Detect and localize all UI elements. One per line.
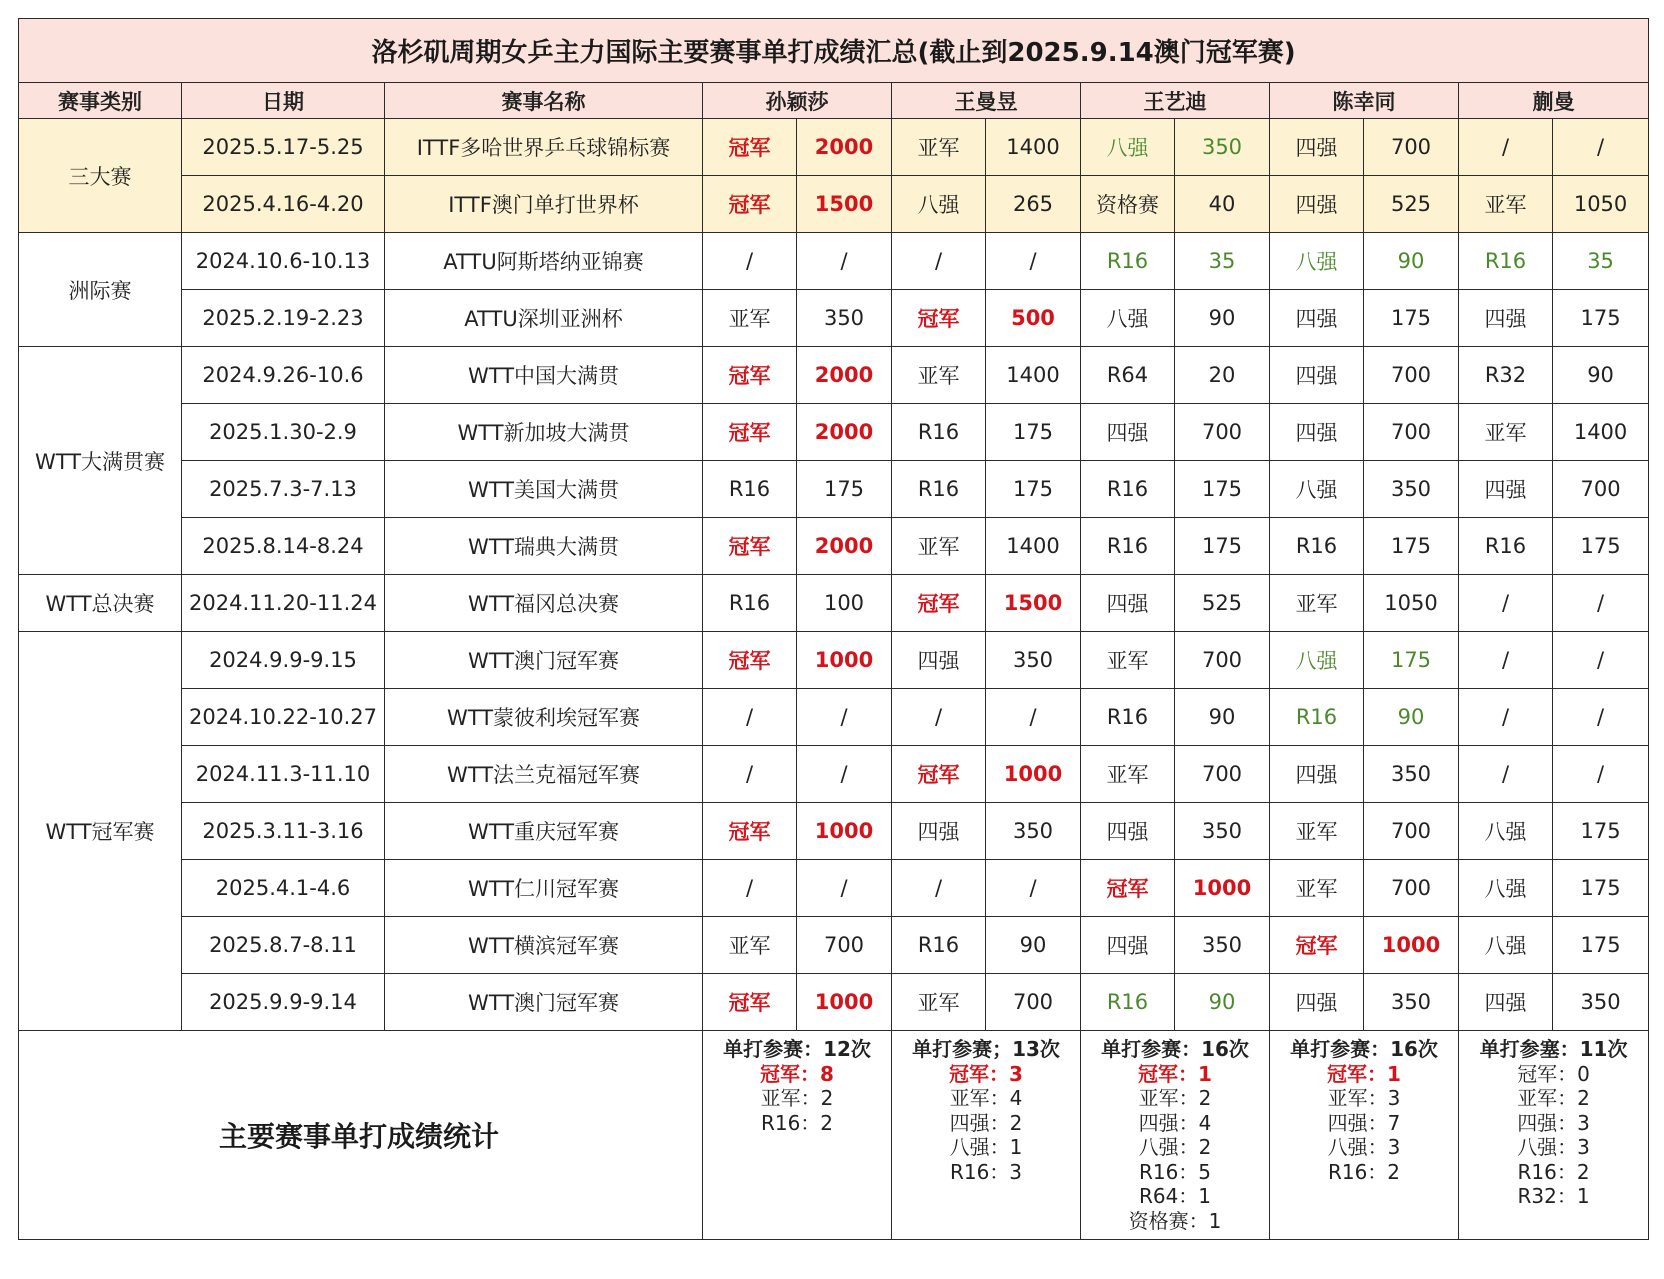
points-cell: 350 [986, 632, 1081, 689]
result-cell: 亚军 [703, 290, 797, 347]
date-cell: 2025.4.16-4.20 [182, 176, 385, 233]
date-cell: 2024.11.3-11.10 [182, 746, 385, 803]
summary-stat-line: 单打参赛：16次 [1101, 1037, 1249, 1061]
date-cell: 2025.1.30-2.9 [182, 404, 385, 461]
date-cell: 2024.10.6-10.13 [182, 233, 385, 290]
points-cell: / [797, 689, 892, 746]
points-cell: 1000 [797, 632, 892, 689]
event-cell: ATTU深圳亚洲杯 [385, 290, 703, 347]
points-cell: 700 [1175, 632, 1270, 689]
result-cell: R16 [1081, 689, 1175, 746]
result-cell: 四强 [892, 803, 986, 860]
summary-stat-line: 冠军：0 [1517, 1061, 1590, 1086]
points-cell: 90 [1175, 290, 1270, 347]
result-cell: R16 [1459, 233, 1553, 290]
summary-stat-line: 四强：7 [1327, 1110, 1401, 1135]
points-cell: 1400 [986, 119, 1081, 176]
summary-stat-line: 冠军：3 [949, 1061, 1023, 1086]
date-cell: 2025.8.7-8.11 [182, 917, 385, 974]
points-cell: 700 [1364, 860, 1459, 917]
result-cell: / [703, 746, 797, 803]
result-cell: 冠军 [1081, 860, 1175, 917]
points-cell: / [986, 233, 1081, 290]
points-cell: 500 [986, 290, 1081, 347]
points-cell: 1400 [1553, 404, 1649, 461]
summary-stat-line: 亚军：2 [1138, 1086, 1212, 1110]
points-cell: / [986, 860, 1081, 917]
result-cell: R16 [1081, 233, 1175, 290]
points-cell: 175 [1175, 518, 1270, 575]
result-cell: 冠军 [892, 575, 986, 632]
points-cell: 35 [1553, 233, 1649, 290]
points-cell: 175 [986, 404, 1081, 461]
points-cell: 700 [1553, 461, 1649, 518]
result-cell: 亚军 [1459, 404, 1553, 461]
summary-stat-line: 亚军：2 [1517, 1086, 1590, 1110]
event-cell: WTT法兰克福冠军赛 [385, 746, 703, 803]
result-cell: 冠军 [703, 518, 797, 575]
summary-stat-line: 冠军：1 [1327, 1061, 1401, 1086]
date-cell: 2025.7.3-7.13 [182, 461, 385, 518]
summary-stat-line: 资格赛：1 [1128, 1208, 1222, 1233]
event-cell: WTT蒙彼利埃冠军赛 [385, 689, 703, 746]
summary-stat-line: 四强：2 [949, 1110, 1023, 1135]
result-cell: R16 [892, 461, 986, 518]
category-cell: WTT冠军赛 [19, 632, 182, 1031]
result-cell: 四强 [1081, 404, 1175, 461]
points-cell: 1050 [1553, 176, 1649, 233]
points-cell: 350 [1175, 119, 1270, 176]
points-cell: 175 [1553, 290, 1649, 347]
result-cell: R16 [1270, 518, 1364, 575]
points-cell: 20 [1175, 347, 1270, 404]
points-cell: 350 [797, 290, 892, 347]
summary-stat-line: R16：2 [760, 1110, 834, 1135]
result-cell: 亚军 [892, 974, 986, 1031]
category-cell: WTT大满贯赛 [19, 347, 182, 575]
result-cell: 冠军 [703, 176, 797, 233]
event-cell: WTT澳门冠军赛 [385, 632, 703, 689]
result-cell: 冠军 [892, 290, 986, 347]
result-cell: 八强 [1459, 917, 1553, 974]
points-cell: 700 [1175, 746, 1270, 803]
points-cell: 1400 [986, 347, 1081, 404]
points-cell: 350 [1364, 974, 1459, 1031]
result-cell: R16 [1081, 974, 1175, 1031]
result-cell: 四强 [1459, 290, 1553, 347]
result-cell: 四强 [1459, 461, 1553, 518]
table-row [19, 404, 1649, 461]
points-cell: 700 [986, 974, 1081, 1031]
event-cell: ATTU阿斯塔纳亚锦赛 [385, 233, 703, 290]
points-cell: 700 [1364, 404, 1459, 461]
date-cell: 2025.3.11-3.16 [182, 803, 385, 860]
header-player: 蒯曼 [1459, 83, 1649, 119]
table-row [19, 803, 1649, 860]
points-cell: 175 [1553, 860, 1649, 917]
table-row [19, 119, 1649, 176]
summary-stat-line: 单打参赛：12次 [723, 1037, 871, 1061]
points-cell: / [1553, 746, 1649, 803]
result-cell: 四强 [1081, 803, 1175, 860]
table-row [19, 974, 1649, 1031]
points-cell: 175 [986, 461, 1081, 518]
result-cell: 四强 [1270, 746, 1364, 803]
result-cell: 四强 [1081, 575, 1175, 632]
summary-stat-line: 八强：3 [1517, 1135, 1590, 1159]
summary-stat-line: R64：1 [1138, 1184, 1212, 1208]
date-cell: 2025.5.17-5.25 [182, 119, 385, 176]
points-cell: 90 [986, 917, 1081, 974]
summary-stat-line: R16：3 [949, 1159, 1023, 1184]
table-row [19, 917, 1649, 974]
points-cell: 1000 [797, 974, 892, 1031]
event-cell: ITTF澳门单打世界杯 [385, 176, 703, 233]
result-cell: R64 [1081, 347, 1175, 404]
result-cell: / [703, 233, 797, 290]
points-cell: 175 [1364, 632, 1459, 689]
summary-stat-line: 冠军：8 [760, 1061, 834, 1086]
result-cell: / [1459, 632, 1553, 689]
points-cell: 2000 [797, 347, 892, 404]
event-cell: ITTF多哈世界乒乓球锦标赛 [385, 119, 703, 176]
points-cell: 90 [1175, 974, 1270, 1031]
result-cell: 亚军 [1081, 632, 1175, 689]
summary-stat-line: 四强：3 [1517, 1110, 1590, 1135]
header-player: 王曼昱 [892, 83, 1081, 119]
event-cell: WTT福冈总决赛 [385, 575, 703, 632]
points-cell: 350 [1364, 461, 1459, 518]
points-cell: 350 [1364, 746, 1459, 803]
points-cell: 90 [1553, 347, 1649, 404]
points-cell: 1000 [1364, 917, 1459, 974]
header-category: 赛事类别 [19, 83, 182, 119]
summary-stats [1081, 1031, 1270, 1240]
points-cell: 175 [1553, 803, 1649, 860]
points-cell: 175 [1553, 518, 1649, 575]
result-cell: 八强 [1270, 233, 1364, 290]
result-cell: 冠军 [703, 119, 797, 176]
summary-stat-line: R16：2 [1517, 1159, 1590, 1184]
summary-stat-line: 四强：4 [1138, 1110, 1212, 1135]
result-cell: 冠军 [703, 632, 797, 689]
result-cell: 亚军 [1081, 746, 1175, 803]
result-cell: R16 [1270, 689, 1364, 746]
points-cell: 700 [1364, 119, 1459, 176]
summary-stat-line: 八强：2 [1138, 1135, 1212, 1159]
event-cell: WTT横滨冠军赛 [385, 917, 703, 974]
date-cell: 2024.10.22-10.27 [182, 689, 385, 746]
event-cell: WTT重庆冠军赛 [385, 803, 703, 860]
event-cell: WTT瑞典大满贯 [385, 518, 703, 575]
table-row [19, 689, 1649, 746]
result-cell: 八强 [892, 176, 986, 233]
points-cell: 1050 [1364, 575, 1459, 632]
category-cell: WTT总决赛 [19, 575, 182, 632]
points-cell: 100 [797, 575, 892, 632]
result-cell: 四强 [1270, 119, 1364, 176]
result-cell: R16 [892, 404, 986, 461]
table-row [19, 632, 1649, 689]
result-cell: 八强 [1270, 461, 1364, 518]
result-cell: 冠军 [703, 404, 797, 461]
header-event: 赛事名称 [385, 83, 703, 119]
result-cell: 冠军 [892, 746, 986, 803]
event-cell: WTT美国大满贯 [385, 461, 703, 518]
table-row [19, 461, 1649, 518]
result-cell: 八强 [1081, 290, 1175, 347]
points-cell: 2000 [797, 119, 892, 176]
summary-stat-line: R16：5 [1138, 1159, 1212, 1184]
result-cell: 亚军 [1270, 803, 1364, 860]
points-cell: / [986, 689, 1081, 746]
event-cell: WTT仁川冠军赛 [385, 860, 703, 917]
points-cell: / [1553, 632, 1649, 689]
table-row [19, 290, 1649, 347]
result-cell: R16 [892, 917, 986, 974]
table-title: 洛杉矶周期女乒主力国际主要赛事单打成绩汇总(截止到2025.9.14澳门冠军赛) [19, 19, 1649, 83]
result-cell: 四强 [1270, 290, 1364, 347]
result-cell: R16 [1459, 518, 1553, 575]
points-cell: 1000 [797, 803, 892, 860]
result-cell: 冠军 [703, 803, 797, 860]
points-cell: 700 [1175, 404, 1270, 461]
result-cell: 亚军 [703, 917, 797, 974]
result-cell: 亚军 [892, 518, 986, 575]
category-cell: 洲际赛 [19, 233, 182, 347]
result-cell: / [892, 233, 986, 290]
date-cell: 2025.2.19-2.23 [182, 290, 385, 347]
table-row [19, 575, 1649, 632]
points-cell: / [797, 233, 892, 290]
event-cell: WTT中国大满贯 [385, 347, 703, 404]
date-cell: 2024.9.9-9.15 [182, 632, 385, 689]
header-player: 陈幸同 [1270, 83, 1459, 119]
points-cell: 700 [1364, 803, 1459, 860]
points-cell: 525 [1175, 575, 1270, 632]
summary-stat-line: 单打参赛；13次 [912, 1037, 1060, 1061]
category-cell: 三大赛 [19, 119, 182, 233]
result-cell: R16 [1081, 461, 1175, 518]
points-cell: 350 [1175, 917, 1270, 974]
header-player: 孙颖莎 [703, 83, 892, 119]
result-cell: 四强 [1270, 176, 1364, 233]
result-cell: R16 [1081, 518, 1175, 575]
result-cell: / [892, 860, 986, 917]
table-row [19, 233, 1649, 290]
points-cell: / [1553, 119, 1649, 176]
summary-stat-line: R32：1 [1517, 1184, 1590, 1208]
result-cell: / [703, 689, 797, 746]
points-cell: 2000 [797, 518, 892, 575]
summary-stat-line: 冠军：1 [1138, 1061, 1212, 1086]
points-cell: 35 [1175, 233, 1270, 290]
points-cell: 1500 [986, 575, 1081, 632]
summary-stats [1459, 1031, 1649, 1240]
table-row [19, 860, 1649, 917]
result-cell: 亚军 [892, 347, 986, 404]
points-cell: 40 [1175, 176, 1270, 233]
result-cell: / [1459, 689, 1553, 746]
points-cell: 265 [986, 176, 1081, 233]
summary-stat-line: 八强：1 [949, 1135, 1023, 1159]
points-cell: 1400 [986, 518, 1081, 575]
table-row [19, 176, 1649, 233]
points-cell: 1000 [1175, 860, 1270, 917]
event-cell: WTT新加坡大满贯 [385, 404, 703, 461]
result-cell: 冠军 [1270, 917, 1364, 974]
summary-row [19, 1031, 1649, 1240]
result-cell: / [703, 860, 797, 917]
summary-stat-line: R16：2 [1327, 1159, 1401, 1184]
header-player: 王艺迪 [1081, 83, 1270, 119]
result-cell: R16 [703, 575, 797, 632]
points-cell: 90 [1364, 689, 1459, 746]
result-cell: 冠军 [703, 347, 797, 404]
result-cell: 四强 [892, 632, 986, 689]
points-cell: 1000 [986, 746, 1081, 803]
summary-stat-line: 八强：3 [1327, 1135, 1401, 1159]
table-row [19, 746, 1649, 803]
summary-stats [1270, 1031, 1459, 1240]
result-cell: 四强 [1270, 974, 1364, 1031]
result-cell: 资格赛 [1081, 176, 1175, 233]
event-cell: WTT澳门冠军赛 [385, 974, 703, 1031]
date-cell: 2025.8.14-8.24 [182, 518, 385, 575]
points-cell: 175 [1553, 917, 1649, 974]
points-cell: 2000 [797, 404, 892, 461]
points-cell: 350 [1553, 974, 1649, 1031]
summary-stat-line: 亚军：3 [1327, 1086, 1401, 1110]
date-cell: 2025.9.9-9.14 [182, 974, 385, 1031]
result-cell: 亚军 [892, 119, 986, 176]
table-row [19, 518, 1649, 575]
summary-title: 主要赛事单打成绩统计 [19, 1031, 703, 1240]
points-cell: 175 [1364, 518, 1459, 575]
result-cell: R16 [703, 461, 797, 518]
date-cell: 2024.9.26-10.6 [182, 347, 385, 404]
points-cell: 90 [1364, 233, 1459, 290]
result-cell: 亚军 [1270, 575, 1364, 632]
result-cell: 冠军 [703, 974, 797, 1031]
result-cell: 亚军 [1270, 860, 1364, 917]
date-cell: 2024.11.20-11.24 [182, 575, 385, 632]
result-cell: R32 [1459, 347, 1553, 404]
points-cell: / [797, 860, 892, 917]
results-table [18, 18, 1649, 1240]
result-cell: 八强 [1459, 860, 1553, 917]
result-cell: / [1459, 575, 1553, 632]
points-cell: 175 [797, 461, 892, 518]
header-date: 日期 [182, 83, 385, 119]
summary-stat-line: 单打参赛：16次 [1290, 1037, 1438, 1061]
summary-stats [892, 1031, 1081, 1240]
points-cell: 525 [1364, 176, 1459, 233]
result-cell: 四强 [1270, 404, 1364, 461]
result-cell: / [1459, 746, 1553, 803]
points-cell: 90 [1175, 689, 1270, 746]
result-cell: 八强 [1459, 803, 1553, 860]
points-cell: 1500 [797, 176, 892, 233]
points-cell: 700 [797, 917, 892, 974]
points-cell: 350 [1175, 803, 1270, 860]
points-cell: / [1553, 689, 1649, 746]
summary-stats [703, 1031, 892, 1240]
points-cell: 175 [1175, 461, 1270, 518]
result-cell: 八强 [1270, 632, 1364, 689]
table-row [19, 347, 1649, 404]
result-cell: 四强 [1459, 974, 1553, 1031]
summary-stat-line: 亚军：4 [949, 1086, 1023, 1110]
result-cell: 亚军 [1459, 176, 1553, 233]
summary-stat-line: 亚军：2 [760, 1086, 834, 1110]
result-cell: 四强 [1270, 347, 1364, 404]
result-cell: / [892, 689, 986, 746]
result-cell: / [1459, 119, 1553, 176]
summary-stat-line: 单打参塞：11次 [1479, 1037, 1628, 1061]
result-cell: 八强 [1081, 119, 1175, 176]
result-cell: 四强 [1081, 917, 1175, 974]
points-cell: / [1553, 575, 1649, 632]
points-cell: 700 [1364, 347, 1459, 404]
points-cell: 175 [1364, 290, 1459, 347]
points-cell: 350 [986, 803, 1081, 860]
date-cell: 2025.4.1-4.6 [182, 860, 385, 917]
points-cell: / [797, 746, 892, 803]
